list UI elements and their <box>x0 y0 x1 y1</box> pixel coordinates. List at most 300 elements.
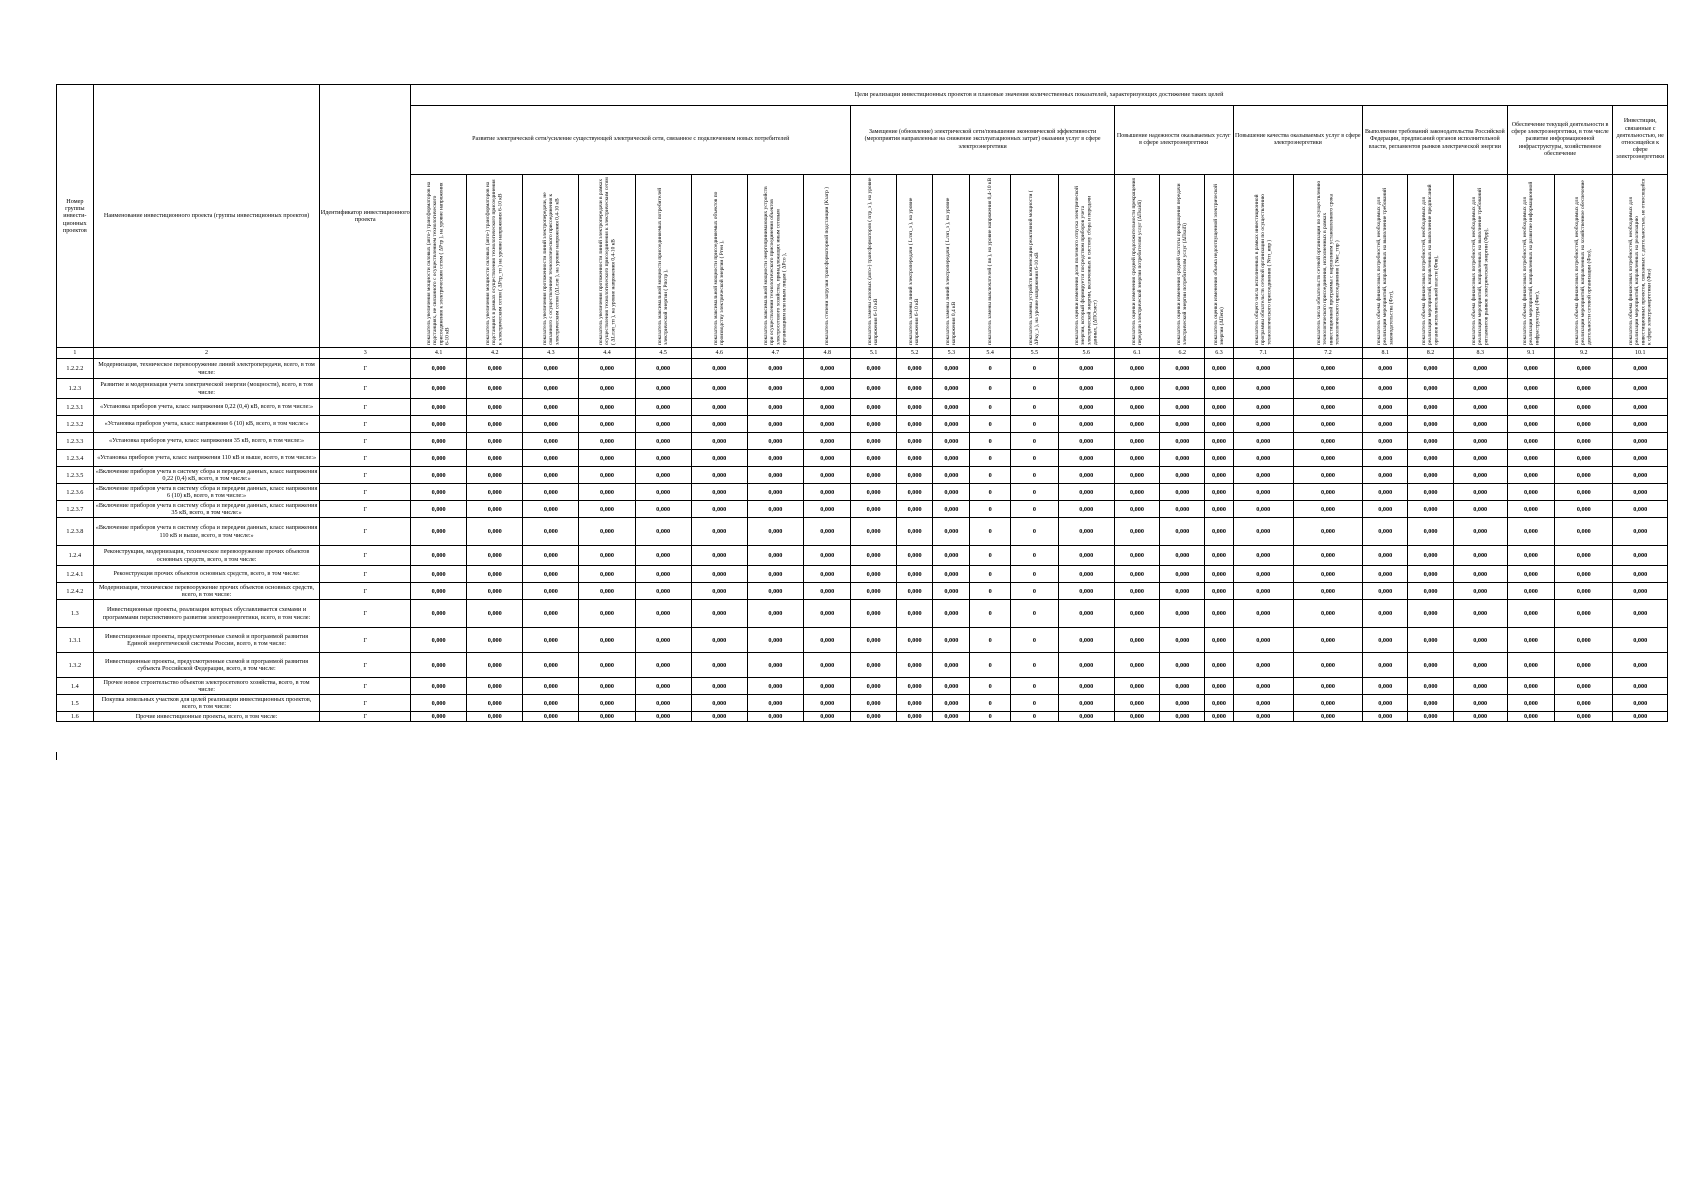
row-value-cell: 0,000 <box>896 416 933 433</box>
row-value-cell: 0,000 <box>1613 416 1668 433</box>
row-value-cell: 0,000 <box>635 433 691 450</box>
row-value-cell: 0,000 <box>411 712 467 722</box>
row-value-cell: 0,000 <box>467 359 523 379</box>
row-value-cell: 0,000 <box>1114 712 1159 722</box>
row-value-cell: 0,000 <box>523 546 579 566</box>
row-value-cell: 0,000 <box>1408 467 1453 484</box>
row-value-cell: 0,000 <box>1507 566 1554 583</box>
row-value-cell: 0,000 <box>1205 399 1233 416</box>
row-value-cell: 0,000 <box>1613 695 1668 712</box>
header-indicator <box>896 175 933 348</box>
column-number: 7.1 <box>1233 348 1293 359</box>
column-number: 7.2 <box>1293 348 1362 359</box>
row-value-cell: 0,000 <box>1408 695 1453 712</box>
row-value-cell: 0,000 <box>1453 379 1507 399</box>
row-number: 1.2.2.2 <box>57 359 94 379</box>
row-value-cell: 0,000 <box>933 628 970 653</box>
column-number: 5.4 <box>970 348 1011 359</box>
row-number: 1.3.1 <box>57 628 94 653</box>
row-value-cell: 0,000 <box>1507 712 1554 722</box>
header-num-group: Номер группы инвести-ционных проектов <box>57 85 94 348</box>
row-value-cell: 0,000 <box>691 600 747 628</box>
row-value-cell: 0 <box>1011 416 1058 433</box>
row-value-cell: 0,000 <box>1160 628 1205 653</box>
row-project-name: Прочее новое строительство объектов электросетевого хозяйства, всего, в том числе: <box>93 678 320 695</box>
row-value-cell: 0,000 <box>523 518 579 546</box>
row-value-cell: 0,000 <box>1363 678 1408 695</box>
row-value-cell: 0,000 <box>1453 467 1507 484</box>
row-value-cell: 0,000 <box>467 600 523 628</box>
row-value-cell: 0,000 <box>1205 484 1233 501</box>
row-identifier: Г <box>320 628 411 653</box>
row-project-name: Реконструкция, модернизация, техническое перевооружение прочих объектов основных средств, всего, в том числе: <box>93 546 320 566</box>
header-indicator-label: показатель объема финансовых потребностей, необходимых для реализации мероприятий, направленных на хозяйственное обеспечение деятельности сетевой организации (Фхо), <box>1574 180 1593 345</box>
row-value-cell: 0,000 <box>1293 433 1362 450</box>
row-value-cell: 0,000 <box>1363 379 1408 399</box>
row-value-cell: 0,000 <box>851 501 896 518</box>
row-value-cell: 0 <box>1011 695 1058 712</box>
row-value-cell: 0,000 <box>803 359 850 379</box>
row-value-cell: 0,000 <box>1453 416 1507 433</box>
row-value-cell: 0,000 <box>1293 566 1362 583</box>
row-value-cell: 0,000 <box>1507 628 1554 653</box>
row-value-cell: 0,000 <box>579 653 635 678</box>
row-value-cell: 0,000 <box>896 450 933 467</box>
row-value-cell: 0,000 <box>1555 433 1613 450</box>
row-value-cell: 0,000 <box>896 359 933 379</box>
row-value-cell: 0,000 <box>896 467 933 484</box>
row-value-cell: 0,000 <box>467 628 523 653</box>
row-value-cell: 0,000 <box>1555 399 1613 416</box>
row-value-cell: 0,000 <box>1233 379 1293 399</box>
row-value-cell: 0,000 <box>1058 695 1114 712</box>
row-value-cell: 0,000 <box>579 467 635 484</box>
row-value-cell: 0,000 <box>747 712 803 722</box>
row-value-cell: 0,000 <box>411 546 467 566</box>
row-value-cell: 0,000 <box>851 518 896 546</box>
row-value-cell: 0,000 <box>851 678 896 695</box>
row-value-cell: 0 <box>970 695 1011 712</box>
table-row <box>57 600 1668 628</box>
row-value-cell: 0,000 <box>1363 433 1408 450</box>
row-value-cell: 0,000 <box>1205 501 1233 518</box>
row-value-cell: 0,000 <box>851 653 896 678</box>
row-value-cell: 0,000 <box>635 416 691 433</box>
row-value-cell: 0,000 <box>851 546 896 566</box>
header-indicator-label: показатель степени загрузки трансформаторной подстанции (Kзагр ) <box>824 187 831 345</box>
row-value-cell: 0,000 <box>1363 566 1408 583</box>
row-value-cell: 0,000 <box>1160 379 1205 399</box>
row-value-cell: 0,000 <box>467 467 523 484</box>
table-row <box>57 678 1668 695</box>
table-row <box>57 399 1668 416</box>
row-value-cell: 0,000 <box>1205 433 1233 450</box>
row-value-cell: 0,000 <box>1160 518 1205 546</box>
row-number: 1.2.3 <box>57 379 94 399</box>
column-number: 3 <box>320 348 411 359</box>
row-value-cell: 0,000 <box>1613 653 1668 678</box>
column-number: 8.2 <box>1408 348 1453 359</box>
row-value-cell: 0,000 <box>1205 695 1233 712</box>
row-value-cell: 0,000 <box>1613 501 1668 518</box>
row-value-cell: 0,000 <box>1160 467 1205 484</box>
row-value-cell: 0,000 <box>1408 399 1453 416</box>
row-value-cell: 0,000 <box>691 712 747 722</box>
row-value-cell: 0,000 <box>1507 433 1554 450</box>
row-value-cell: 0,000 <box>747 359 803 379</box>
row-value-cell: 0,000 <box>635 399 691 416</box>
row-value-cell: 0,000 <box>1114 628 1159 653</box>
header-indicator <box>1114 175 1159 348</box>
row-value-cell: 0,000 <box>1058 359 1114 379</box>
row-number: 1.2.3.1 <box>57 399 94 416</box>
row-identifier: Г <box>320 450 411 467</box>
row-value-cell: 0,000 <box>747 695 803 712</box>
row-value-cell: 0 <box>1011 653 1058 678</box>
row-number: 1.2.3.7 <box>57 501 94 518</box>
row-value-cell: 0,000 <box>523 450 579 467</box>
row-value-cell: 0,000 <box>467 484 523 501</box>
row-value-cell: 0,000 <box>467 712 523 722</box>
row-value-cell: 0,000 <box>1613 678 1668 695</box>
row-value-cell: 0,000 <box>1205 359 1233 379</box>
row-value-cell: 0,000 <box>1555 600 1613 628</box>
row-value-cell: 0,000 <box>1507 416 1554 433</box>
row-value-cell: 0,000 <box>851 450 896 467</box>
row-value-cell: 0,000 <box>579 416 635 433</box>
row-value-cell: 0 <box>1011 566 1058 583</box>
header-indicator-label: показатель увеличения протяженности линий электропередачи в рамках осуществления технологического присоединения к электрическим сетям ( ΔLлэп_тп ), на уровне напряжения 0,4-10 кВ <box>597 177 617 345</box>
row-project-name: Развитие и модернизация учета электрической энергии (мощности), всего, в том числе: <box>93 379 320 399</box>
row-value-cell: 0,000 <box>1507 501 1554 518</box>
row-value-cell: 0,000 <box>635 600 691 628</box>
row-value-cell: 0,000 <box>1160 712 1205 722</box>
header-group-2: Замещение (обновление) электрической сети/повышение экономической эффективности (мероприятия направленные на снижение эксплуатационных затрат) оказания услуг в сфере электроэнергетики <box>851 106 1114 175</box>
row-identifier: Г <box>320 653 411 678</box>
row-value-cell: 0,000 <box>1205 712 1233 722</box>
row-value-cell: 0,000 <box>896 712 933 722</box>
header-indicator <box>635 175 691 348</box>
row-value-cell: 0,000 <box>1058 467 1114 484</box>
row-value-cell: 0,000 <box>1160 433 1205 450</box>
row-value-cell: 0 <box>1011 379 1058 399</box>
row-value-cell: 0,000 <box>1408 546 1453 566</box>
row-value-cell: 0,000 <box>1555 450 1613 467</box>
row-value-cell: 0,000 <box>1507 450 1554 467</box>
header-indicator-label: показатель замены линий электропередачи ( Lлэп_з ), на уровне напряжения 6-10 кВ <box>908 197 921 345</box>
column-number: 9.1 <box>1507 348 1554 359</box>
column-number: 5.5 <box>1011 348 1058 359</box>
header-indicator <box>970 175 1011 348</box>
column-number: 6.3 <box>1205 348 1233 359</box>
row-value-cell: 0,000 <box>1555 628 1613 653</box>
row-value-cell: 0,000 <box>635 712 691 722</box>
row-identifier: Г <box>320 359 411 379</box>
row-value-cell: 0,000 <box>691 583 747 600</box>
row-value-cell: 0,000 <box>1507 678 1554 695</box>
row-value-cell: 0,000 <box>747 433 803 450</box>
row-identifier: Г <box>320 678 411 695</box>
row-project-name: Инвестиционные проекты, реализация которых обуславливается схемами и программами перспективного развития электроэнергетики, всего, в том числе: <box>93 600 320 628</box>
row-value-cell: 0,000 <box>1613 583 1668 600</box>
row-value-cell: 0,000 <box>1613 484 1668 501</box>
row-value-cell: 0,000 <box>933 653 970 678</box>
row-value-cell: 0,000 <box>1555 678 1613 695</box>
row-value-cell: 0 <box>1011 546 1058 566</box>
row-value-cell: 0,000 <box>411 501 467 518</box>
row-value-cell: 0,000 <box>411 583 467 600</box>
row-value-cell: 0,000 <box>1363 583 1408 600</box>
row-value-cell: 0,000 <box>896 518 933 546</box>
row-value-cell: 0,000 <box>1453 566 1507 583</box>
row-value-cell: 0,000 <box>411 653 467 678</box>
row-value-cell: 0 <box>1011 678 1058 695</box>
row-value-cell: 0,000 <box>747 379 803 399</box>
header-indicator <box>1058 175 1114 348</box>
row-value-cell: 0,000 <box>1114 546 1159 566</box>
row-value-cell: 0,000 <box>1507 399 1554 416</box>
row-value-cell: 0,000 <box>933 518 970 546</box>
row-value-cell: 0,000 <box>933 678 970 695</box>
row-identifier: Г <box>320 501 411 518</box>
row-number: 1.6 <box>57 712 94 722</box>
row-value-cell: 0,000 <box>1363 546 1408 566</box>
row-value-cell: 0,000 <box>579 501 635 518</box>
row-value-cell: 0,000 <box>523 695 579 712</box>
row-value-cell: 0,000 <box>1408 359 1453 379</box>
row-value-cell: 0,000 <box>1363 695 1408 712</box>
row-value-cell: 0,000 <box>1507 546 1554 566</box>
row-value-cell: 0,000 <box>896 546 933 566</box>
row-value-cell: 0,000 <box>896 628 933 653</box>
row-value-cell: 0,000 <box>1453 546 1507 566</box>
row-value-cell: 0,000 <box>896 379 933 399</box>
row-value-cell: 0,000 <box>1205 628 1233 653</box>
row-project-name: «Установка приборов учета, класс напряжения 110 кВ и выше, всего, в том числе:» <box>93 450 320 467</box>
row-value-cell: 0,000 <box>691 695 747 712</box>
row-value-cell: 0,000 <box>933 600 970 628</box>
row-value-cell: 0,000 <box>523 416 579 433</box>
header-indicator-label: показатель числа обязательств сетевой организации по осуществлению технологического присоединения, исполненных в рамках инвестиционной программы с нарушением установленного срока технологического присоединения ( Nнс_тпр ) <box>1315 180 1341 345</box>
table-row <box>57 501 1668 518</box>
row-value-cell: 0 <box>970 416 1011 433</box>
row-identifier: Г <box>320 399 411 416</box>
row-value-cell: 0,000 <box>523 379 579 399</box>
row-value-cell: 0,000 <box>411 399 467 416</box>
row-value-cell: 0,000 <box>1058 433 1114 450</box>
row-value-cell: 0,000 <box>1453 653 1507 678</box>
row-value-cell: 0,000 <box>747 546 803 566</box>
row-number: 1.2.3.4 <box>57 450 94 467</box>
row-value-cell: 0,000 <box>1453 484 1507 501</box>
row-value-cell: 0,000 <box>851 566 896 583</box>
row-value-cell: 0 <box>1011 450 1058 467</box>
row-value-cell: 0,000 <box>747 678 803 695</box>
row-value-cell: 0,000 <box>933 399 970 416</box>
row-identifier: Г <box>320 695 411 712</box>
row-value-cell: 0,000 <box>803 379 850 399</box>
row-value-cell: 0,000 <box>1205 450 1233 467</box>
row-value-cell: 0,000 <box>747 566 803 583</box>
row-project-name: «Установка приборов учета, класс напряжения 0,22 (0,4) кВ, всего, в том числе:» <box>93 399 320 416</box>
row-value-cell: 0,000 <box>467 450 523 467</box>
row-value-cell: 0,000 <box>1293 484 1362 501</box>
row-value-cell: 0,000 <box>1293 501 1362 518</box>
column-number: 4.2 <box>467 348 523 359</box>
row-identifier: Г <box>320 379 411 399</box>
row-project-name: «Установка приборов учета, класс напряжения 6 (10) кВ, всего, в том числе:» <box>93 416 320 433</box>
row-value-cell: 0,000 <box>579 399 635 416</box>
row-value-cell: 0,000 <box>1205 566 1233 583</box>
row-value-cell: 0 <box>1011 484 1058 501</box>
header-indicator-label: показатель объема финансовых потребностей, необходимых для реализации мероприятий, направленных на выполнение требований регламентов рынков электрической энергии (Фрр), <box>1470 187 1490 345</box>
row-value-cell: 0,000 <box>803 416 850 433</box>
row-value-cell: 0,000 <box>1293 600 1362 628</box>
row-value-cell: 0,000 <box>1293 628 1362 653</box>
investment-indicators-table <box>56 84 1668 722</box>
row-value-cell: 0,000 <box>1160 695 1205 712</box>
row-value-cell: 0,000 <box>851 433 896 450</box>
row-value-cell: 0,000 <box>1507 695 1554 712</box>
row-value-cell: 0,000 <box>467 501 523 518</box>
row-value-cell: 0,000 <box>1408 712 1453 722</box>
row-value-cell: 0,000 <box>1408 566 1453 583</box>
row-value-cell: 0,000 <box>467 518 523 546</box>
column-number: 4.6 <box>691 348 747 359</box>
header-indicator-label: показатель объема финансовых потребностей, необходимых для реализации мероприятий, направленных на выполнение предписаний органов исполнительной власти (Фпв), <box>1421 184 1440 345</box>
row-value-cell: 0,000 <box>579 359 635 379</box>
header-indicator <box>851 175 896 348</box>
row-value-cell: 0,000 <box>411 359 467 379</box>
row-value-cell: 0,000 <box>1408 583 1453 600</box>
row-value-cell: 0,000 <box>851 359 896 379</box>
row-value-cell: 0,000 <box>579 450 635 467</box>
row-value-cell: 0,000 <box>933 467 970 484</box>
row-value-cell: 0,000 <box>579 566 635 583</box>
row-value-cell: 0,000 <box>1613 546 1668 566</box>
row-value-cell: 0,000 <box>747 450 803 467</box>
header-indicator <box>1233 175 1293 348</box>
column-number: 6.2 <box>1160 348 1205 359</box>
row-value-cell: 0,000 <box>1408 678 1453 695</box>
row-value-cell: 0,000 <box>1233 678 1293 695</box>
row-value-cell: 0,000 <box>1205 416 1233 433</box>
row-project-name: «Включение приборов учета в систему сбора и передачи данных, класс напряжения 110 кВ и выше, всего, в том числе:» <box>93 518 320 546</box>
row-value-cell: 0,000 <box>896 678 933 695</box>
header-indicator <box>1205 175 1233 348</box>
row-value-cell: 0,000 <box>523 501 579 518</box>
row-value-cell: 0,000 <box>1613 628 1668 653</box>
table-row <box>57 712 1668 722</box>
row-value-cell: 0,000 <box>851 712 896 722</box>
row-value-cell: 0,000 <box>803 583 850 600</box>
row-value-cell: 0,000 <box>1363 653 1408 678</box>
table-row <box>57 433 1668 450</box>
row-value-cell: 0,000 <box>1114 433 1159 450</box>
row-value-cell: 0,000 <box>1453 518 1507 546</box>
row-value-cell: 0,000 <box>1293 399 1362 416</box>
row-value-cell: 0,000 <box>1114 416 1159 433</box>
row-value-cell: 0,000 <box>1408 518 1453 546</box>
row-value-cell: 0,000 <box>691 399 747 416</box>
row-value-cell: 0,000 <box>1233 518 1293 546</box>
row-value-cell: 0,000 <box>1555 695 1613 712</box>
header-indicator <box>691 175 747 348</box>
row-number: 1.2.3.6 <box>57 484 94 501</box>
row-value-cell: 0,000 <box>1613 518 1668 546</box>
row-value-cell: 0,000 <box>1293 678 1362 695</box>
row-value-cell: 0,000 <box>1293 653 1362 678</box>
row-value-cell: 0,000 <box>1160 600 1205 628</box>
column-number: 4.1 <box>411 348 467 359</box>
header-indicator-label: показатель максимальной мощности присоединяемых объектов по производству электрической энергии ( Pген ), <box>713 191 726 345</box>
row-value-cell: 0 <box>1011 600 1058 628</box>
table-row <box>57 518 1668 546</box>
row-value-cell: 0,000 <box>1205 467 1233 484</box>
row-value-cell: 0,000 <box>1160 501 1205 518</box>
row-value-cell: 0 <box>1011 712 1058 722</box>
row-value-cell: 0,000 <box>1233 583 1293 600</box>
row-value-cell: 0,000 <box>747 518 803 546</box>
row-value-cell: 0,000 <box>803 628 850 653</box>
row-value-cell: 0,000 <box>1160 583 1205 600</box>
row-value-cell: 0,000 <box>851 416 896 433</box>
header-indicator <box>1011 175 1058 348</box>
row-value-cell: 0,000 <box>1058 628 1114 653</box>
row-value-cell: 0,000 <box>1058 678 1114 695</box>
row-value-cell: 0,000 <box>933 416 970 433</box>
column-number: 2 <box>93 348 320 359</box>
row-identifier: Г <box>320 433 411 450</box>
row-value-cell: 0,000 <box>635 379 691 399</box>
row-value-cell: 0,000 <box>851 695 896 712</box>
row-value-cell: 0,000 <box>467 433 523 450</box>
row-number: 1.5 <box>57 695 94 712</box>
table-row <box>57 583 1668 600</box>
header-group-3: Повышение надежности оказываемых услуг в сфере электроэнергетики <box>1114 106 1233 175</box>
row-value-cell: 0,000 <box>1114 518 1159 546</box>
row-identifier: Г <box>320 546 411 566</box>
row-value-cell: 0,000 <box>1363 359 1408 379</box>
row-value-cell: 0,000 <box>579 379 635 399</box>
row-value-cell: 0 <box>970 467 1011 484</box>
column-number: 5.2 <box>896 348 933 359</box>
row-value-cell: 0,000 <box>1555 501 1613 518</box>
row-value-cell: 0,000 <box>1058 501 1114 518</box>
row-value-cell: 0,000 <box>523 399 579 416</box>
row-value-cell: 0,000 <box>803 399 850 416</box>
row-value-cell: 0,000 <box>1613 600 1668 628</box>
row-value-cell: 0,000 <box>411 628 467 653</box>
row-value-cell: 0,000 <box>1233 653 1293 678</box>
row-value-cell: 0,000 <box>747 600 803 628</box>
row-value-cell: 0,000 <box>1114 695 1159 712</box>
row-value-cell: 0,000 <box>411 518 467 546</box>
row-identifier: Г <box>320 518 411 546</box>
row-value-cell: 0,000 <box>411 450 467 467</box>
row-value-cell: 0,000 <box>896 583 933 600</box>
row-value-cell: 0,000 <box>1453 583 1507 600</box>
row-value-cell: 0 <box>970 399 1011 416</box>
row-value-cell: 0,000 <box>1293 518 1362 546</box>
row-value-cell: 0 <box>970 501 1011 518</box>
row-value-cell: 0,000 <box>467 546 523 566</box>
row-value-cell: 0,000 <box>1293 546 1362 566</box>
row-value-cell: 0,000 <box>635 501 691 518</box>
header-group-1: Развитие электрической сети/усиление существующей электрической сети, связанное с подключением новых потребителей <box>411 106 851 175</box>
row-value-cell: 0,000 <box>635 628 691 653</box>
row-value-cell: 0,000 <box>803 484 850 501</box>
